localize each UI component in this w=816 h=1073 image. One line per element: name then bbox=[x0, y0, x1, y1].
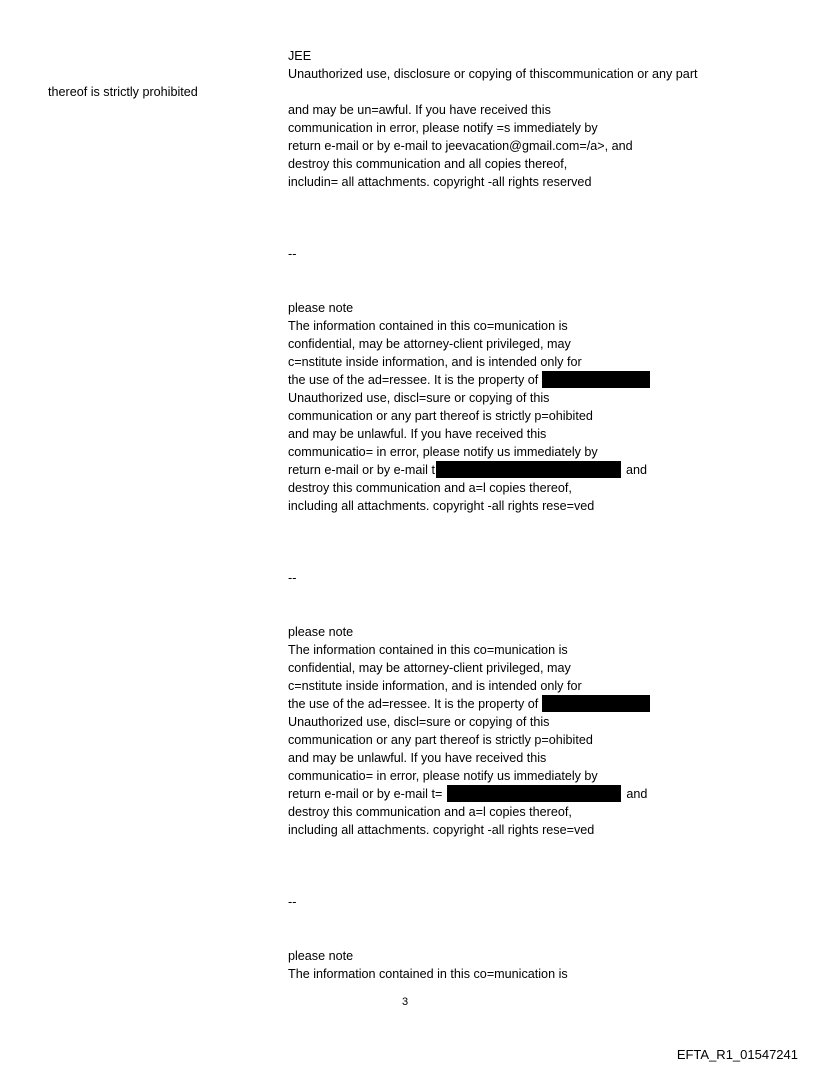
text-line: destroy this communication and a=l copies thereof, bbox=[288, 805, 572, 819]
notice-heading: please note bbox=[288, 949, 354, 963]
text-line: including all attachments. copyright -all rights rese=ved bbox=[288, 499, 595, 513]
text-line: and may be un=awful. If you have received this bbox=[288, 103, 551, 117]
text-line: including all attachments. copyright -all rights rese=ved bbox=[288, 823, 595, 837]
document-id: EFTA_R1_01547241 bbox=[676, 1047, 798, 1062]
redaction-box bbox=[542, 371, 650, 388]
notice-heading: please note bbox=[288, 301, 354, 315]
text-line: communicatio= in error, please notify us immediately by bbox=[288, 769, 598, 783]
text-line: the use of the ad=ressee. It is the property of bbox=[288, 371, 758, 389]
redaction-box bbox=[542, 695, 650, 712]
text-line: c=nstitute inside information, and is intended only for bbox=[288, 355, 582, 369]
text-line: the use of the ad=ressee. It is the property of bbox=[288, 695, 758, 713]
text-line bbox=[288, 83, 758, 101]
text-line: and may be unlawful. If you have received this bbox=[288, 751, 547, 765]
text-line: communication in error, please notify =s immediately by bbox=[288, 121, 598, 135]
text-line: return e-mail or by e-mail t= and bbox=[288, 787, 648, 801]
page-number: 3 bbox=[402, 996, 409, 1008]
text-line: return e-mail or by e-mail t and bbox=[288, 463, 647, 477]
redaction-box bbox=[436, 461, 621, 478]
text-line: includin= all attachments. copyright -all rights reserved bbox=[288, 175, 592, 189]
left-margin-text: thereof is strictly prohibited bbox=[48, 85, 198, 99]
text-line: destroy this communication and a=l copies thereof, bbox=[288, 481, 572, 495]
separator: -- bbox=[288, 247, 297, 261]
text-line: JEE bbox=[288, 49, 312, 63]
text-line: Unauthorized use, disclosure or copying of thiscommunication or any part bbox=[288, 67, 698, 81]
text-line: communication or any part thereof is strictly p=ohibited bbox=[288, 733, 593, 747]
text-line: return e-mail or by e-mail to jeevacation@gmail.com=/a>, and bbox=[288, 139, 633, 153]
text-line: The information contained in this co=munication is bbox=[288, 319, 568, 333]
text-line: The information contained in this co=munication is bbox=[288, 643, 568, 657]
notice-heading: please note bbox=[288, 625, 354, 639]
text-line: and may be unlawful. If you have received this bbox=[288, 427, 547, 441]
text-line: communication or any part thereof is strictly p=ohibited bbox=[288, 409, 593, 423]
email-body bbox=[288, 47, 758, 983]
text-line: destroy this communication and all copies thereof, bbox=[288, 157, 568, 171]
text-line: Unauthorized use, discl=sure or copying of this bbox=[288, 391, 550, 405]
text-line: c=nstitute inside information, and is intended only for bbox=[288, 679, 582, 693]
redaction-box bbox=[447, 785, 621, 802]
separator: -- bbox=[288, 571, 297, 585]
text-line: confidential, may be attorney-client privileged, may bbox=[288, 661, 571, 675]
text-line: The information contained in this co=munication is bbox=[288, 967, 568, 981]
text-line: confidential, may be attorney-client privileged, may bbox=[288, 337, 571, 351]
text-line: Unauthorized use, discl=sure or copying of this bbox=[288, 715, 550, 729]
text-line: communicatio= in error, please notify us immediately by bbox=[288, 445, 598, 459]
separator: -- bbox=[288, 895, 297, 909]
